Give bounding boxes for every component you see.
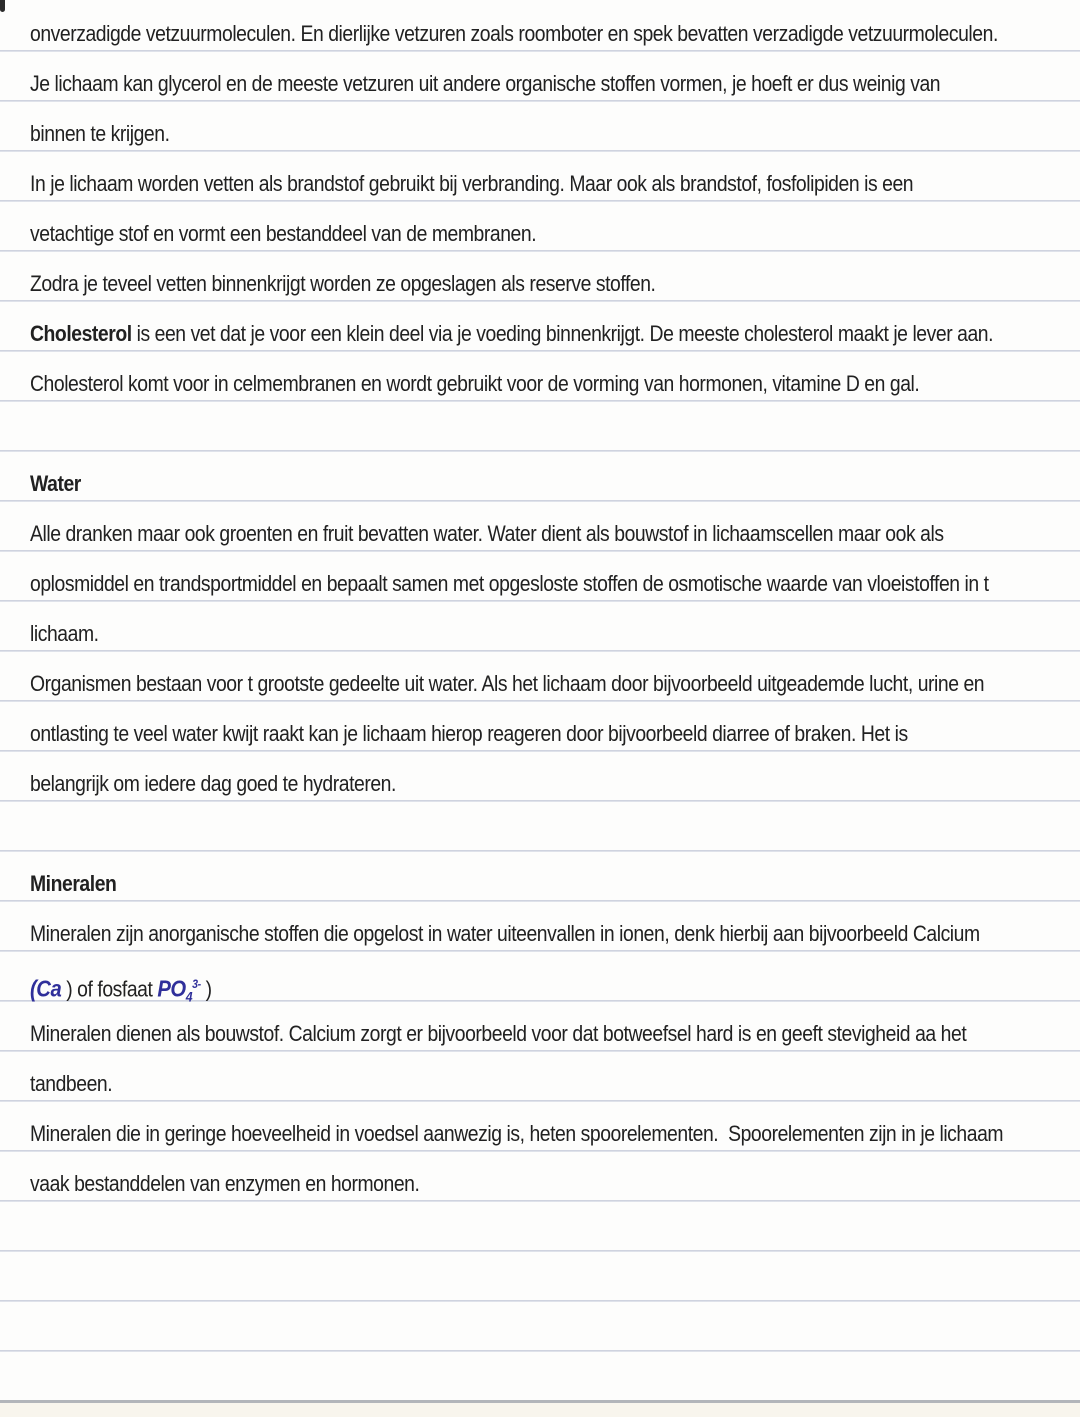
blue-ink-chemistry-notation: 3- [192, 977, 201, 991]
blue-ink-chemistry-notation: 4 [185, 988, 193, 1005]
body-text: Alle dranken maar ook groenten en fruit bevatten water. Water dient als bouwstof in lichaamscellen maar ook als [30, 521, 944, 546]
handwritten-line [30, 1117, 1003, 1151]
handwritten-line [30, 717, 908, 751]
body-text: ontlasting te veel water kwijt raakt kan je lichaam hierop reageren door bijvoorbeeld diarree of braken. Het is [30, 721, 908, 746]
handwritten-line [30, 217, 536, 251]
body-text: Cholesterol komt voor in celmembranen en wordt gebruikt voor de vorming van hormonen, vitamine D en gal. [30, 371, 920, 396]
ruled-line [0, 650, 1080, 652]
body-text: vaak bestanddelen van enzymen en hormonen. [30, 1171, 420, 1196]
heading-text: Water [30, 471, 81, 496]
ruled-line [0, 1300, 1080, 1302]
handwritten-line [30, 517, 944, 551]
handwritten-line [30, 367, 919, 401]
body-text: tandbeen. [30, 1071, 113, 1096]
handwritten-line [30, 267, 655, 301]
page-bottom-strip [0, 1403, 1080, 1417]
handwritten-line [30, 467, 81, 501]
handwritten-line [30, 567, 989, 601]
heading-text: Cholesterol [30, 321, 132, 346]
handwritten-line [30, 867, 116, 901]
ruled-line [0, 850, 1080, 852]
body-text: belangrijk om iedere dag goed te hydrateren. [30, 771, 396, 796]
handwritten-line [30, 917, 980, 951]
handwritten-line [30, 667, 984, 701]
body-text: vetachtige stof en vormt een bestanddeel van de membranen. [30, 221, 537, 246]
cropped-ink-artifact [0, 0, 5, 12]
body-text: is een vet dat je voor een klein deel via je voeding binnenkrijgt. De meeste cholesterol maakt je lever aan. [131, 321, 994, 346]
handwritten-line [30, 1017, 966, 1051]
body-text: ) of fosfaat [61, 976, 158, 1002]
ruled-line [0, 500, 1080, 502]
ruled-line [0, 450, 1080, 452]
body-text: Mineralen die in geringe hoeveelheid in voedsel aanwezig is, heten spoorelementen. Spoorelementen zijn in je lichaam [30, 1121, 1004, 1146]
body-text: Organismen bestaan voor t grootste gedeelte uit water. Als het lichaam door bijvoorbeeld uitgeademde lucht, urine en [30, 671, 985, 696]
handwritten-line [30, 67, 940, 101]
blue-ink-chemistry-notation: (Ca [30, 975, 62, 1002]
body-text: onverzadigde vetzuurmoleculen. En dierlijke vetzuren zoals roomboter en spek bevatten verzadigde vetzuurmoleculen. [30, 21, 998, 46]
body-text: Je lichaam kan glycerol en de meeste vetzuren uit andere organische stoffen vormen, je hoeft er dus weinig van [30, 71, 941, 96]
handwritten-line [30, 117, 170, 151]
heading-text: Mineralen [30, 871, 117, 896]
body-text: Mineralen zijn anorganische stoffen die opgelost in water uiteenvallen in ionen, denk hierbij aan bijvoorbeeld Calcium [30, 921, 980, 946]
body-text: In je lichaam worden vetten als brandstof gebruikt bij verbranding. Maar ook als brandstof, fosfolipiden is een [30, 171, 914, 196]
handwritten-line [30, 1167, 419, 1201]
body-text: Zodra je teveel vetten binnenkrijgt worden ze opgeslagen als reserve stoffen. [30, 271, 656, 296]
ruled-line [0, 1250, 1080, 1252]
ruled-line [0, 900, 1080, 902]
blue-ink-chemistry-notation: PO [157, 975, 186, 1002]
ruled-line [0, 1100, 1080, 1102]
handwritten-line [30, 767, 396, 801]
body-text: lichaam. [30, 621, 99, 646]
handwritten-line [30, 167, 913, 201]
body-text: ) [200, 976, 212, 1002]
handwritten-line [30, 617, 99, 651]
body-text: oplosmiddel en trandsportmiddel en bepaalt samen met opgesloste stoffen de osmotische waarde van vloeistoffen in t [30, 571, 989, 596]
handwritten-line [30, 967, 212, 1005]
body-text: binnen te krijgen. [30, 121, 170, 146]
handwritten-line [30, 17, 998, 51]
handwritten-line [30, 1067, 112, 1101]
ruled-line [0, 1350, 1080, 1352]
handwritten-line [30, 317, 993, 351]
body-text: Mineralen dienen als bouwstof. Calcium zorgt er bijvoorbeeld voor dat botweefsel hard is en geeft stevigheid aa het [30, 1021, 967, 1046]
